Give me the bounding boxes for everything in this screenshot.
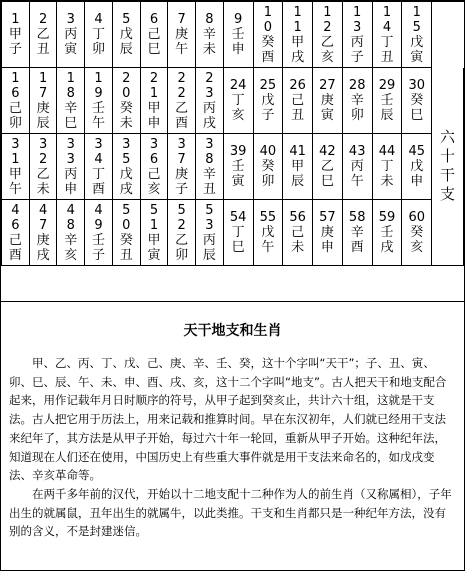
cell-branch: 戌 <box>36 247 50 263</box>
cycle-cell <box>29 134 57 200</box>
cell-number-digit: 4 <box>94 12 103 27</box>
cell-branch: 丑 <box>119 247 133 263</box>
cell-branch: 午 <box>8 181 22 197</box>
cycle-cell <box>402 68 432 134</box>
cell-number-digit: 4 <box>94 202 103 218</box>
cell-number-digit: 4 <box>382 19 392 35</box>
cell-stem: 己 <box>291 93 305 108</box>
cell-stem: 癸 <box>119 232 133 248</box>
cell-stem: 乙 <box>175 232 189 248</box>
cycle-cell <box>168 68 196 134</box>
cell-stem: 丁 <box>231 225 245 240</box>
cycle-cell <box>402 2 432 68</box>
cell-number-digit: 0 <box>263 19 273 35</box>
cycle-cell <box>29 200 57 266</box>
cell-number-digit: 2 <box>149 70 159 86</box>
cell-number-digit: 9 <box>94 217 103 233</box>
cycle-cell <box>283 68 313 134</box>
cell-stem: 己 <box>147 27 161 42</box>
cell-branch: 未 <box>291 240 305 255</box>
cell-number: 45 <box>408 144 425 159</box>
cell-number-digit: 1 <box>382 4 392 20</box>
cell-number-digit: 4 <box>94 151 103 167</box>
cell-stem: 乙 <box>36 27 50 42</box>
cell-number-digit: 2 <box>323 19 332 35</box>
cell-number-digit: 5 <box>122 151 131 167</box>
cell-number-digit: 5 <box>412 19 421 35</box>
cycle-cell <box>57 200 85 266</box>
cell-branch: 亥 <box>64 247 78 263</box>
cell-branch: 戌 <box>291 49 305 65</box>
cycle-cell <box>112 68 140 134</box>
cell-branch: 未 <box>202 42 216 57</box>
cell-branch: 酉 <box>92 181 106 197</box>
cell-branch: 卯 <box>261 174 275 189</box>
cell-stem: 辛 <box>64 232 78 248</box>
table-row <box>2 134 464 200</box>
cycle-cell <box>342 68 372 134</box>
cell-number-digit: 3 <box>177 136 186 152</box>
cell-stem: 己 <box>147 166 161 182</box>
cell-branch: 辰 <box>291 174 305 189</box>
cell-branch: 巳 <box>320 174 334 189</box>
cell-number: 55 <box>259 210 277 225</box>
cell-stem: 甲 <box>291 34 305 50</box>
cell-branch: 寅 <box>64 42 78 57</box>
cell-number-digit: 2 <box>38 12 48 27</box>
cycle-cell <box>283 2 313 68</box>
cycle-cell <box>372 134 402 200</box>
cell-branch: 申 <box>231 42 245 57</box>
cell-branch: 寅 <box>147 247 161 263</box>
cycle-cell <box>402 200 432 266</box>
cell-branch: 酉 <box>175 115 189 131</box>
cycle-cell <box>253 134 283 200</box>
cell-number-digit: 2 <box>38 151 48 167</box>
cell-stem: 壬 <box>231 159 245 174</box>
cell-stem: 壬 <box>92 100 106 116</box>
side-label-char: 六 <box>440 128 456 147</box>
cycle-cell <box>283 134 313 200</box>
cell-branch: 午 <box>261 240 275 255</box>
cell-stem: 庚 <box>175 166 189 182</box>
cell-stem: 乙 <box>36 166 50 182</box>
cell-number-digit: 1 <box>66 70 75 86</box>
cell-branch: 申 <box>320 240 334 255</box>
cell-stem: 庚 <box>320 93 334 108</box>
cell-branch: 子 <box>175 181 189 197</box>
cell-branch: 卯 <box>8 115 22 131</box>
text-section <box>1 301 464 571</box>
cell-number-digit: 7 <box>177 151 186 167</box>
cycle-cell <box>196 2 224 68</box>
table-row <box>2 200 464 266</box>
cell-stem: 丁 <box>380 159 394 174</box>
cell-stem: 辛 <box>350 225 364 240</box>
cycle-cell <box>29 68 57 134</box>
cycle-cell <box>402 134 432 200</box>
cycle-cell <box>140 68 168 134</box>
cell-branch: 巳 <box>231 240 245 255</box>
cell-number-digit: 3 <box>353 19 362 35</box>
cell-branch: 申 <box>410 174 424 189</box>
cell-number-digit: 3 <box>122 136 131 152</box>
section-title: 天干地支和生肖 <box>183 323 282 339</box>
cell-number-digit: 1 <box>293 4 302 20</box>
cell-stem: 丙 <box>202 100 216 116</box>
cell-stem: 乙 <box>175 100 189 116</box>
cell-branch: 辰 <box>36 115 50 131</box>
cell-branch: 午 <box>175 42 189 57</box>
cycle-cell <box>85 134 113 200</box>
cell-number-digit: 5 <box>149 202 159 218</box>
cell-number: 56 <box>289 210 306 225</box>
cycle-cell <box>372 68 402 134</box>
side-label <box>432 68 464 266</box>
cycle-cell <box>168 200 196 266</box>
cell-branch: 酉 <box>8 247 22 263</box>
cell-number-digit: 5 <box>205 202 214 218</box>
cycle-cell <box>342 2 372 68</box>
cycle-cell <box>2 2 30 68</box>
cycle-cell <box>112 200 140 266</box>
cell-number-digit: 9 <box>94 85 103 101</box>
cell-stem: 甲 <box>147 232 161 248</box>
cell-number: 59 <box>378 210 396 225</box>
cycle-cell <box>168 134 196 200</box>
cycle-cell <box>372 200 402 266</box>
cell-stem: 癸 <box>261 159 275 174</box>
cell-stem: 壬 <box>92 232 106 248</box>
cell-number-digit: 6 <box>11 217 20 233</box>
side-label-char: 支 <box>440 185 456 204</box>
cycle-cell <box>196 200 224 266</box>
cell-stem: 癸 <box>410 225 424 240</box>
cycle-cell <box>223 68 253 134</box>
cell-number-digit: 2 <box>177 70 186 86</box>
cell-number: 54 <box>229 210 247 225</box>
cell-stem: 辛 <box>350 93 364 108</box>
cell-number: 26 <box>289 78 306 93</box>
cell-number-digit: 7 <box>38 217 48 233</box>
cell-number-digit: 3 <box>94 136 103 152</box>
cell-number-digit: 4 <box>11 202 20 218</box>
cell-branch: 酉 <box>261 49 275 65</box>
cycle-cell <box>313 68 343 134</box>
cell-number-digit: 8 <box>205 151 214 167</box>
cell-branch: 未 <box>119 115 133 131</box>
cell-branch: 亥 <box>410 240 424 255</box>
cell-number-digit: 1 <box>11 12 20 27</box>
cell-number-digit: 6 <box>11 85 20 101</box>
cell-number: 43 <box>348 144 366 159</box>
cell-number-digit: 6 <box>149 151 159 167</box>
side-label-char: 十 <box>440 147 456 166</box>
cell-number-digit: 1 <box>412 4 421 20</box>
cycle-cell <box>57 68 85 134</box>
cell-stem: 丙 <box>64 166 78 182</box>
cell-number-digit: 1 <box>11 151 20 167</box>
cell-number-digit: 4 <box>38 202 48 218</box>
cell-stem: 己 <box>291 225 305 240</box>
cycle-cell <box>313 134 343 200</box>
cell-stem: 辛 <box>64 100 78 116</box>
cell-number-digit: 9 <box>233 12 243 27</box>
cell-number-digit: 4 <box>66 202 75 218</box>
cell-branch: 午 <box>92 115 106 131</box>
cell-number-digit: 5 <box>177 202 186 218</box>
cell-number: 44 <box>378 144 396 159</box>
cell-stem: 戊 <box>119 166 133 182</box>
cell-branch: 戌 <box>380 240 394 255</box>
cell-stem: 甲 <box>147 100 161 116</box>
cell-number-digit: 2 <box>122 70 131 86</box>
cell-branch: 辰 <box>380 108 394 123</box>
cycle-cell <box>372 2 402 68</box>
cycle-cell <box>253 2 283 68</box>
paragraph-1: 甲、乙、丙、丁、戊、己、庚、辛、壬、癸，这十个字叫“天干”；子、丑、寅、卯、巳、辰、午、未、申、酉、戌、亥，这十二个字叫“地支”。古人把天干和地支配合起来，用作记载年月日时顺序的符号，从甲子起到癸亥止，共计六十组，这就是干支法。古人把它用于历法上，用来记载和推算时间。早在东汉初年，人们就已经用干支法来纪年了，其方法是从甲子开始，每过六十年一轮回，重新从甲子开始。这种纪年法，知道现在人们还在使用，中国历史上有些重大事件就是用干支法来命名的，如戊戌变法、辛亥革命等。 <box>9 356 447 483</box>
cell-stem: 甲 <box>291 159 305 174</box>
cell-number-digit: 3 <box>66 151 75 167</box>
cell-stem: 己 <box>8 232 22 248</box>
cell-stem: 癸 <box>261 34 275 50</box>
cell-number-digit: 7 <box>38 85 48 101</box>
cycle-cell <box>2 68 30 134</box>
cycle-cell <box>140 200 168 266</box>
cell-number: 39 <box>229 144 247 159</box>
cell-number: 25 <box>259 78 277 93</box>
cell-branch: 辰 <box>119 42 133 57</box>
cell-branch: 子 <box>261 108 275 123</box>
cell-stem: 丁 <box>92 166 106 182</box>
cell-stem: 壬 <box>380 93 394 108</box>
cell-number: 40 <box>259 144 277 159</box>
cell-branch: 亥 <box>231 108 245 123</box>
cell-number-digit: 8 <box>205 12 214 27</box>
cell-branch: 丑 <box>36 42 50 57</box>
cell-stem: 辛 <box>202 166 216 182</box>
cycle-cell <box>253 200 283 266</box>
cell-number-digit: 1 <box>353 4 362 20</box>
cell-number-digit: 1 <box>293 19 302 35</box>
cell-number: 57 <box>319 210 336 225</box>
cell-number-digit: 3 <box>205 85 214 101</box>
cell-number-digit: 3 <box>66 136 75 152</box>
cycle-cell <box>253 68 283 134</box>
cell-branch: 寅 <box>231 174 245 189</box>
cell-stem: 戊 <box>261 225 275 240</box>
cell-branch: 丑 <box>202 181 216 197</box>
cell-branch: 寅 <box>320 108 334 123</box>
cell-stem: 戊 <box>261 93 275 108</box>
cell-number-digit: 5 <box>122 202 131 218</box>
paragraph-2: 在两千多年前的汉代，开始以十二地支配十二种作为人的前生肖（又称属相），子年出生的就属鼠，丑年出生的就属牛，以此类推。干支和生肖都只是一种纪年方法，没有别的含义，不是封建迷信。 <box>9 486 452 539</box>
cycle-cell <box>140 134 168 200</box>
cell-number: 24 <box>229 78 247 93</box>
cell-branch: 酉 <box>350 240 364 255</box>
cell-number-digit: 0 <box>122 217 131 233</box>
cell-number-digit: 3 <box>205 217 214 233</box>
cycle-cell <box>2 200 30 266</box>
cycle-cell <box>168 2 196 68</box>
cycle-cell <box>57 2 85 68</box>
cell-stem: 辛 <box>202 27 216 42</box>
cell-branch: 申 <box>147 115 161 131</box>
cell-stem: 丁 <box>380 34 394 50</box>
cell-branch: 巳 <box>410 108 424 123</box>
cycle-cell <box>140 2 168 68</box>
cell-number-digit: 2 <box>177 217 186 233</box>
cell-branch: 丑 <box>380 49 394 65</box>
cell-number-digit: 8 <box>66 217 75 233</box>
cell-stem: 庚 <box>175 27 189 42</box>
cell-stem: 丙 <box>202 232 216 248</box>
cell-number-digit: 1 <box>94 70 103 86</box>
cell-stem: 乙 <box>320 159 334 174</box>
cell-number-digit: 0 <box>122 85 131 101</box>
cell-stem: 庚 <box>36 232 50 248</box>
cell-branch: 子 <box>92 247 106 263</box>
cell-number: 41 <box>289 144 306 159</box>
cell-number-digit: 2 <box>177 85 186 101</box>
cycle-cell <box>223 134 253 200</box>
cycle-cell <box>223 2 253 68</box>
cell-number-digit: 3 <box>205 136 214 152</box>
cell-number: 60 <box>408 210 425 225</box>
cycle-cell <box>85 200 113 266</box>
cell-branch: 辰 <box>202 247 216 263</box>
cycle-cell <box>223 200 253 266</box>
cell-branch: 戌 <box>202 115 216 131</box>
cell-stem: 丙 <box>350 34 364 50</box>
cell-branch: 巳 <box>64 115 78 131</box>
cycle-cell <box>2 134 30 200</box>
cell-number-digit: 3 <box>149 136 159 152</box>
cell-number-digit: 1 <box>38 70 48 86</box>
cell-branch: 寅 <box>410 49 424 65</box>
cell-number-digit: 1 <box>263 4 273 20</box>
cell-number: 29 <box>378 78 396 93</box>
cell-number-digit: 8 <box>66 85 75 101</box>
cell-number: 58 <box>348 210 366 225</box>
cycle-cell <box>313 2 343 68</box>
cell-number: 27 <box>319 78 336 93</box>
cell-stem: 癸 <box>119 100 133 116</box>
cell-branch: 子 <box>8 42 22 57</box>
cell-branch: 戌 <box>119 181 133 197</box>
cell-stem: 乙 <box>320 34 334 50</box>
cell-branch: 卯 <box>175 247 189 263</box>
cycle-cell <box>85 2 113 68</box>
cell-stem: 戊 <box>119 27 133 42</box>
cell-branch: 丑 <box>291 108 305 123</box>
cell-branch: 卯 <box>350 108 364 123</box>
cell-branch: 子 <box>350 49 364 65</box>
cell-stem: 庚 <box>320 225 334 240</box>
cell-number-digit: 1 <box>323 4 332 20</box>
table-row <box>2 2 464 68</box>
cycle-cell <box>112 134 140 200</box>
cell-stem: 戊 <box>410 34 424 50</box>
cell-number-digit: 1 <box>149 217 159 233</box>
cell-branch: 亥 <box>147 181 161 197</box>
cell-branch: 未 <box>36 181 50 197</box>
cell-stem: 甲 <box>8 27 22 42</box>
cell-stem: 庚 <box>36 100 50 116</box>
cell-branch: 午 <box>350 174 364 189</box>
cycle-cell <box>342 200 372 266</box>
cycle-cell <box>313 200 343 266</box>
cell-number-digit: 3 <box>38 136 48 152</box>
cycle-cell <box>112 2 140 68</box>
cell-number: 42 <box>319 144 336 159</box>
cell-number-digit: 1 <box>149 85 159 101</box>
cell-stem: 丁 <box>231 93 245 108</box>
cycle-cell <box>85 68 113 134</box>
cell-branch: 未 <box>380 174 394 189</box>
cell-number-digit: 5 <box>122 12 131 27</box>
cycle-cell <box>196 134 224 200</box>
table-row <box>2 68 464 134</box>
cell-number-digit: 2 <box>205 70 214 86</box>
cell-stem: 己 <box>8 100 22 116</box>
cycle-cell <box>283 200 313 266</box>
cell-stem: 壬 <box>231 27 245 42</box>
cell-number-digit: 7 <box>177 12 186 27</box>
cell-number-digit: 1 <box>11 70 20 86</box>
cell-branch: 巳 <box>147 42 161 57</box>
cell-stem: 丙 <box>350 159 364 174</box>
cell-number: 28 <box>348 78 366 93</box>
cycle-cell <box>29 2 57 68</box>
cell-branch: 亥 <box>320 49 334 65</box>
cell-number-digit: 3 <box>66 12 75 27</box>
cell-stem: 丙 <box>64 27 78 42</box>
cell-branch: 申 <box>64 181 78 197</box>
cell-stem: 癸 <box>410 93 424 108</box>
cell-branch: 卯 <box>92 42 106 57</box>
cell-stem: 壬 <box>380 225 394 240</box>
cell-stem: 甲 <box>8 166 22 182</box>
sexagenary-cycle-table <box>1 1 464 266</box>
cell-number-digit: 6 <box>149 12 159 27</box>
cycle-cell <box>196 68 224 134</box>
cell-stem: 戊 <box>410 159 424 174</box>
cycle-cell <box>57 134 85 200</box>
cycle-cell <box>342 134 372 200</box>
cell-number-digit: 3 <box>11 136 20 152</box>
cell-number: 30 <box>408 78 425 93</box>
side-label-char: 干 <box>440 166 456 185</box>
cell-stem: 丁 <box>92 27 106 42</box>
